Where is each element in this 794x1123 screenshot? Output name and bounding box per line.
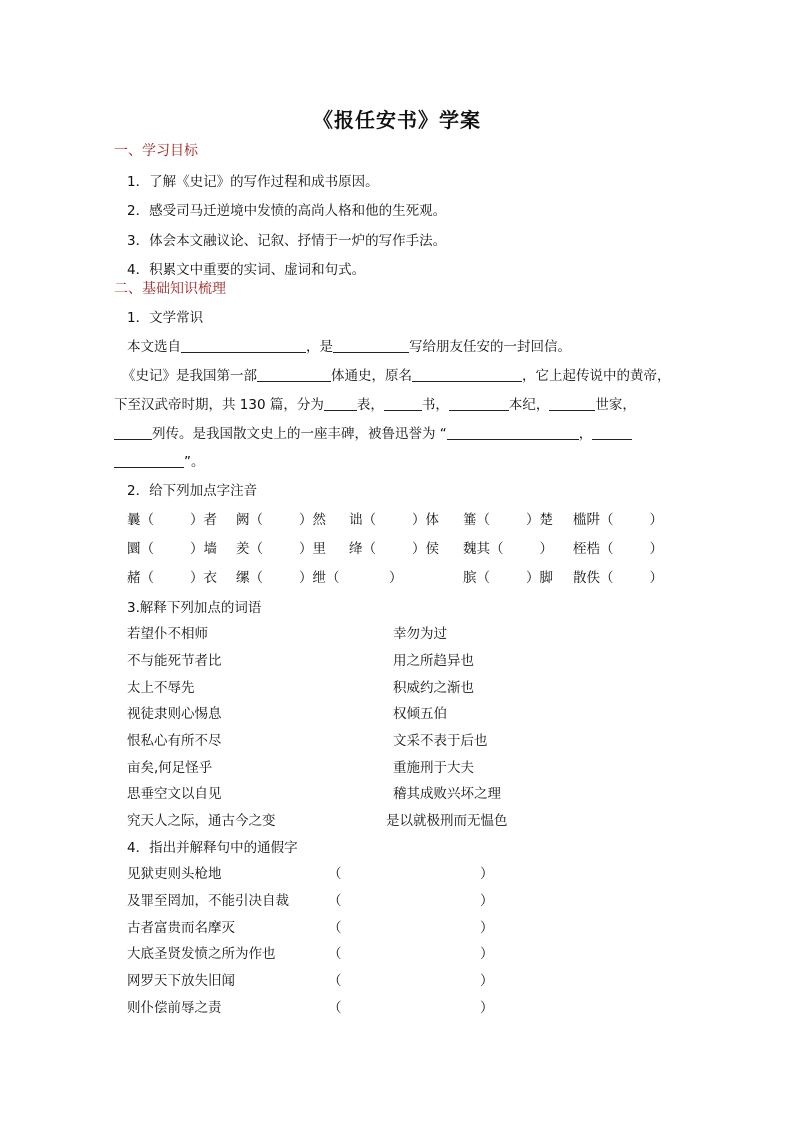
fill-blank[interactable] — [114, 425, 152, 440]
phonetic-word: 赭（ — [127, 570, 154, 586]
phonetic-suffix: ）然 — [299, 512, 326, 528]
phonetic-item — [236, 508, 326, 528]
text-fragment: 写给朋友任安的一封回信。 — [409, 339, 571, 355]
phonetic-word: 膑（ — [463, 570, 490, 586]
loanword-sentence: 见狱吏则头枪地 — [127, 866, 222, 882]
phonetic-item — [127, 537, 217, 557]
fill-blank[interactable] — [449, 396, 509, 411]
fill-blank[interactable] — [384, 396, 422, 411]
fill-blank[interactable] — [592, 425, 632, 440]
fill-blank[interactable] — [549, 396, 595, 411]
phonetic-suffix: ）墙 — [190, 541, 217, 557]
phonetic-word: 曩（ — [127, 512, 154, 528]
text-fragment: ，是 — [306, 339, 333, 355]
text-fragment: 体通史，原名 — [331, 368, 412, 384]
open-paren: （ — [328, 866, 342, 882]
vocab-item-right: 积威约之渐也 — [393, 680, 474, 696]
answer-space[interactable] — [345, 889, 475, 905]
question-3-label: 3.解释下列加点的词语 — [127, 600, 262, 616]
objective-item: 2．感受司马迁逆境中发愤的高尚人格和他的生死观。 — [127, 203, 447, 219]
phonetic-suffix: ）侯 — [412, 541, 439, 557]
fill-blank[interactable] — [181, 338, 306, 353]
fill-blank[interactable] — [257, 367, 331, 382]
objective-item: 3．体会本文融议论、记叙、抒情于一炉的写作手法。 — [127, 233, 447, 249]
phonetic-suffix: ） — [649, 570, 663, 586]
phonetic-word: 缧（ — [236, 570, 263, 586]
vocab-item-left: 若望仆不相师 — [127, 626, 208, 642]
loanword-sentence: 则仆偿前辱之责 — [127, 1000, 222, 1016]
phonetic-word: 诎（ — [349, 512, 376, 528]
vocab-item-right: 重施刑于大夫 — [393, 760, 474, 776]
text-fragment: 世家， — [595, 397, 636, 413]
literary-knowledge-line-2 — [122, 364, 671, 384]
text-fragment: 表， — [356, 397, 384, 413]
phonetic-suffix: ）者 — [190, 512, 217, 528]
literary-knowledge-line-1 — [127, 335, 571, 355]
vocab-item-right: 用之所趋异也 — [393, 653, 474, 669]
answer-space[interactable] — [345, 969, 475, 985]
phonetic-suffix: ）衣 — [190, 570, 217, 586]
phonetic-word: 绛（ — [349, 541, 376, 557]
phonetic-suffix: ） — [649, 512, 663, 528]
fill-blank[interactable] — [333, 338, 409, 353]
loanword-sentence: 大底圣贤发愤之所为作也 — [127, 946, 276, 962]
vocab-item-left: 思垂空文以自见 — [127, 786, 222, 802]
phonetic-word: 魏其（ — [463, 541, 504, 557]
phonetic-word: 圜（ — [127, 541, 154, 557]
question-4-label: 4．指出并解释句中的通假字 — [127, 840, 298, 856]
phonetic-item — [573, 537, 663, 557]
phonetic-item — [463, 508, 553, 528]
answer-space[interactable] — [345, 862, 475, 878]
loanword-sentence: 及罪至罔加，不能引决自裁 — [127, 893, 289, 909]
phonetic-item — [236, 537, 326, 557]
phonetic-suffix: ）体 — [412, 512, 439, 528]
close-paren: ） — [480, 973, 494, 989]
answer-space[interactable] — [345, 996, 475, 1012]
phonetic-suffix: ） — [649, 541, 663, 557]
text-fragment: ”。 — [184, 454, 205, 470]
phonetic-suffix: ）脚 — [526, 570, 553, 586]
phonetic-word: 阙（ — [236, 512, 263, 528]
answer-space[interactable] — [345, 916, 475, 932]
vocab-item-right: 权倾五伯 — [393, 706, 447, 722]
text-fragment: 书， — [421, 397, 449, 413]
phonetic-word: 羑（ — [236, 541, 263, 557]
vocab-item-left: 亩矣,何足怪乎 — [127, 760, 213, 776]
open-paren: （ — [328, 1000, 342, 1016]
phonetic-item — [463, 537, 553, 557]
phonetic-item — [236, 566, 340, 586]
phonetic-word: 散佚（ — [573, 570, 614, 586]
question-1-label: 1．文学常识 — [127, 310, 204, 326]
phonetic-item — [463, 566, 553, 586]
vocab-item-left: 太上不辱先 — [127, 680, 195, 696]
phonetic-suffix: ） — [389, 570, 403, 586]
text-fragment: 本文选自 — [127, 339, 181, 355]
text-fragment: 《史记》是我国第一部 — [122, 368, 257, 384]
phonetic-suffix: ）里 — [299, 541, 326, 557]
loanword-sentence: 古者富贵而名摩灭 — [127, 920, 235, 936]
text-fragment: 下至汉武帝时期，共 130 篇，分为 — [114, 397, 324, 413]
literary-knowledge-line-3 — [114, 393, 636, 413]
text-fragment: ， — [578, 426, 593, 442]
close-paren: ） — [480, 946, 494, 962]
answer-space[interactable] — [345, 942, 475, 958]
text-fragment: ，它上起传说中的黄帝， — [522, 368, 671, 384]
phonetic-item — [127, 566, 217, 586]
phonetic-word: 槛阱（ — [573, 512, 614, 528]
phonetic-item — [573, 566, 663, 586]
section-heading-objectives: 一、学习目标 — [114, 143, 198, 159]
vocab-item-right: 文采不表于后也 — [393, 733, 488, 749]
phonetic-item — [127, 508, 217, 528]
question-2-label: 2．给下列加点字注音 — [127, 483, 258, 499]
phonetic-word: 桎梏（ — [573, 541, 614, 557]
fill-blank[interactable] — [412, 367, 522, 382]
open-paren: （ — [328, 946, 342, 962]
vocab-item-left: 视徒隶则心惕息 — [127, 706, 222, 722]
close-paren: ） — [480, 893, 494, 909]
phonetic-item — [349, 566, 403, 586]
phonetic-word: 箠（ — [463, 512, 490, 528]
vocab-item-right: 幸勿为过 — [393, 626, 447, 642]
vocab-item-left: 恨私心有所不尽 — [127, 733, 222, 749]
close-paren: ） — [480, 866, 494, 882]
objective-item: 1．了解《史记》的写作过程和成书原因。 — [127, 174, 379, 190]
phonetic-suffix: ） — [539, 541, 553, 557]
phonetic-suffix: ）楚 — [526, 512, 553, 528]
close-paren: ） — [480, 920, 494, 936]
phonetic-item — [349, 537, 439, 557]
open-paren: （ — [328, 973, 342, 989]
section-heading-basics: 二、基础知识梳理 — [114, 281, 226, 297]
open-paren: （ — [328, 893, 342, 909]
page-title: 《报任安书》学案 — [313, 108, 481, 132]
text-fragment: 列传。是我国散文史上的一座丰碑，被鲁迅誉为 “ — [152, 426, 447, 442]
fill-blank[interactable] — [324, 396, 357, 411]
literary-knowledge-line-4 — [114, 422, 632, 442]
phonetic-item — [349, 508, 439, 528]
vocab-item-right: 是以就极刑而无愠色 — [386, 813, 508, 829]
objective-item: 4．积累文中重要的实词、虚词和句式。 — [127, 262, 366, 278]
vocab-item-left: 不与能死节者比 — [127, 653, 222, 669]
phonetic-suffix: ）绁（ — [299, 570, 340, 586]
close-paren: ） — [480, 1000, 494, 1016]
fill-blank[interactable] — [114, 453, 184, 468]
fill-blank[interactable] — [447, 425, 579, 440]
text-fragment: 本纪， — [508, 397, 550, 413]
vocab-item-right: 稽其成败兴坏之理 — [393, 786, 501, 802]
phonetic-item — [573, 508, 663, 528]
loanword-sentence: 网罗天下放失旧闻 — [127, 973, 235, 989]
literary-knowledge-line-5 — [114, 450, 205, 470]
open-paren: （ — [328, 920, 342, 936]
vocab-item-left: 究天人之际，通古今之变 — [127, 813, 276, 829]
